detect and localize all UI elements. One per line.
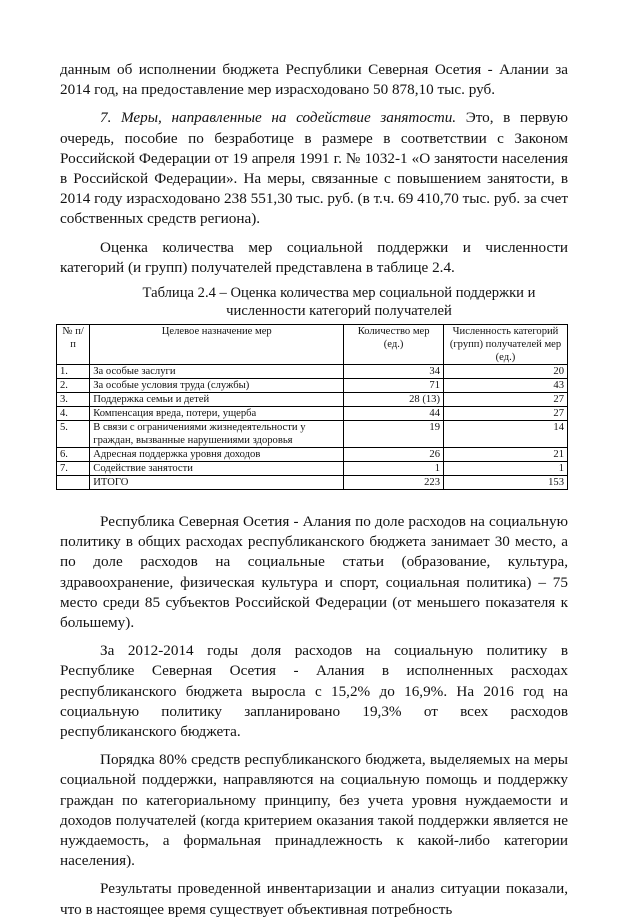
row-count: 1 — [444, 462, 568, 476]
row-count: 21 — [444, 448, 568, 462]
support-measures-table — [56, 324, 568, 490]
row-num: 6. — [57, 448, 90, 462]
total-label: ИТОГО — [90, 476, 344, 490]
row-qty: 1 — [344, 462, 444, 476]
row-qty: 71 — [344, 379, 444, 393]
table-row — [57, 365, 568, 379]
table-row — [57, 407, 568, 421]
row-qty: 34 — [344, 365, 444, 379]
row-name: В связи с ограничениями жизнедеятельности у граждан, вызванные нарушениями здоровья — [90, 421, 344, 448]
row-name: Содействие занятости — [90, 462, 344, 476]
row-name: За особые условия труда (службы) — [90, 379, 344, 393]
row-count: 14 — [444, 421, 568, 448]
header-num: № п/п — [57, 325, 90, 365]
paragraph-inventory-results: Результаты проведенной инвентаризации и анализ ситуации показали, что в настоящее время существует объективная потребность — [60, 880, 568, 918]
row-count: 27 — [444, 393, 568, 407]
row-count: 27 — [444, 407, 568, 421]
total-num — [57, 476, 90, 490]
row-num: 7. — [57, 462, 90, 476]
table-row — [57, 448, 568, 462]
row-name: За особые заслуги — [90, 365, 344, 379]
total-qty: 223 — [344, 476, 444, 490]
row-name: Поддержка семьи и детей — [90, 393, 344, 407]
table-header-row — [57, 325, 568, 365]
row-num: 4. — [57, 407, 90, 421]
row-num: 1. — [57, 365, 90, 379]
row-num: 2. — [57, 379, 90, 393]
row-count: 20 — [444, 365, 568, 379]
paragraph-table-intro: Оценка количества мер социальной поддержки и численности категорий (и групп) получателей представлена в таблице 2.4. — [60, 238, 568, 276]
row-qty: 44 — [344, 407, 444, 421]
row-qty: 26 — [344, 448, 444, 462]
row-name: Адресная поддержка уровня доходов — [90, 448, 344, 462]
paragraph-rank: Республика Северная Осетия - Алания по доле расходов на социальную политику в общих расходах республиканского бюджета занимает 30 место, а по доле расходов на социальные статьи (образование, культура, здравоохранение, физическая культура и спорт, социальная политика) – 75 место среди 85 субъектов Российской Федерации (от меньшего показателя к большему). — [60, 513, 568, 632]
row-name: Компенсация вреда, потери, ущерба — [90, 407, 344, 421]
table-row — [57, 421, 568, 448]
row-num: 5. — [57, 421, 90, 448]
row-qty: 19 — [344, 421, 444, 448]
employment-measures-text: Это, в первую очередь, пособие по безработице в размере в соответствии с Законом Российской Федерации от 19 апреля 1991 г. № 1032-1 «О занятости населения в Российской Федерации». На меры, связанные с повышением занятости, в 2014 году израсходовано 238 551,30 тыс. руб. (в т.ч. 69 410,70 тыс. руб. за счет собственных средств региона). — [60, 109, 568, 228]
table-total-row — [57, 476, 568, 490]
row-num: 3. — [57, 393, 90, 407]
paragraph-share-growth: За 2012-2014 годы доля расходов на социальную политику в Республике Северная Осетия - Алания в исполненных расходах республиканского бюджета выросла с 15,2% до 16,9%. На 2016 год на социальную политику запланировано 19,3% от всех расходов республиканского бюджета. — [60, 642, 568, 741]
table-row — [57, 393, 568, 407]
paragraph-budget-execution: данным об исполнении бюджета Республики Северная Осетия - Алании за 2014 год, на предоставление мер израсходовано 50 878,10 тыс. руб. — [60, 61, 568, 99]
paragraph-employment-measures — [60, 108, 568, 229]
row-count: 43 — [444, 379, 568, 393]
table-row — [57, 462, 568, 476]
table-row — [57, 379, 568, 393]
header-qty: Количество мер (ед.) — [344, 325, 444, 365]
document-page — [60, 60, 568, 920]
total-count: 153 — [444, 476, 568, 490]
paragraph-categorical-principle: Порядка 80% средств республиканского бюджета, выделяемых на меры социальной поддержки, направляются на социальную помощь и поддержку граждан по категориальному принципу, без учета уровня нуждаемости и доходов получателей (когда критерием оказания такой поддержки является не нуждаемость, а формальная принадлежность к какой-либо категории населения). — [60, 751, 568, 870]
row-qty: 28 (13) — [344, 393, 444, 407]
header-count: Численность категорий (групп) получателей мер (ед.) — [444, 325, 568, 365]
header-name: Целевое назначение мер — [90, 325, 344, 365]
table-caption: Таблица 2.4 – Оценка количества мер социальной поддержки и численности категорий получателей — [142, 285, 536, 320]
employment-measures-heading: 7. Меры, направленные на содействие занятости. — [100, 109, 457, 127]
